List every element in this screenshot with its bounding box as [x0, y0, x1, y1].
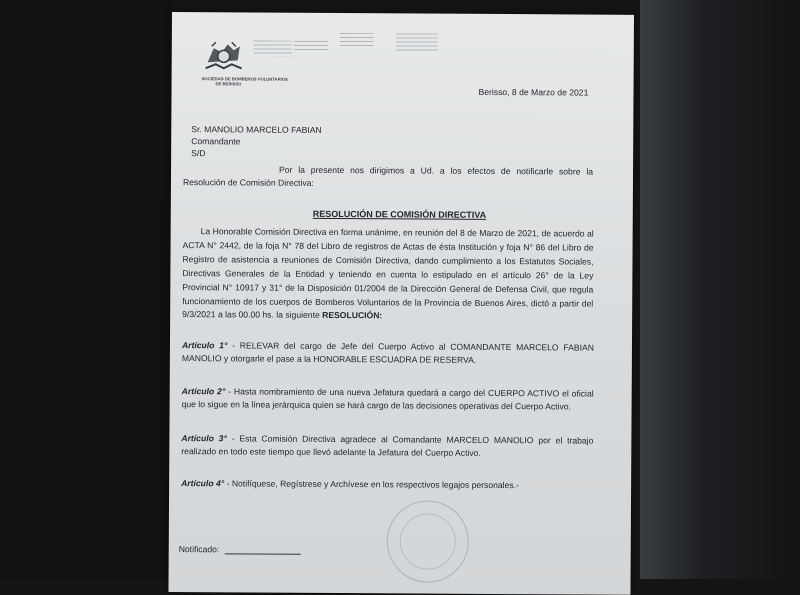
body-line-1: La Honorable Comisión Directiva en forma unánime, en reunión del 8 de Marzo de 2021, de acuerdo al [200, 226, 594, 239]
recipient-title: Comandante [191, 136, 241, 147]
body-line-3: Registro de asistencia a reuniones de Comisión Directiva, dando cumplimiento a los Estatutos Sociales, [182, 254, 594, 267]
article-4-label: Artículo 4° [181, 478, 225, 489]
notified-signature-line [225, 553, 301, 554]
body-line-2: ACTA N° 2442, de la foja N° 78 del Libro de registros de Actas de ésta Institución y foja N° 86 del Libro de [182, 240, 594, 253]
document-page [168, 12, 634, 595]
article-1-text-1: - RELEVAR del cargo de Jefe del Cuerpo Activo al COMANDANTE MARCELO FABIAN [227, 340, 594, 353]
article-4-line-1 [181, 478, 519, 491]
body-last-line [182, 309, 382, 321]
body-line-6: funcionamiento de los cuerpos de Bomberos Voluntarios de la Provincia de Buenos Aires, dictó a partir del [182, 296, 594, 309]
date-line: Berisso, 8 de Marzo de 2021 [478, 86, 589, 98]
notified-label: Notificado: [178, 544, 220, 555]
letterhead-contact-block-4 [396, 33, 438, 51]
letterhead-contact-block-2 [294, 41, 328, 53]
background-right [640, 0, 800, 579]
institution-seal-inner-ring [400, 513, 456, 569]
resolution-title: RESOLUCIÓN DE COMISIÓN DIRECTIVA [312, 208, 487, 220]
article-3-text-1: - Esta Comisión Directiva agradece al Comandante MARCELO MANOLIO por el trabajo [226, 433, 594, 446]
background-left [0, 0, 172, 579]
letterhead-org-name-1: SOCIEDAD DE BOMBEROS VOLUNTARIOS [201, 76, 288, 82]
article-3-label: Artículo 3° [181, 433, 227, 444]
recipient-sd: S/D [191, 148, 206, 159]
article-2-text-1: - Hasta nombramiento de una nueva Jefatura quedará a cargo del CUERPO ACTIVO el oficial [225, 386, 594, 399]
intro-line-1: Por la presente nos dirigimos a Ud. a los efectos de notificarle sobre la [279, 164, 594, 177]
fire-brigade-logo-icon [202, 38, 246, 74]
article-4-text-1: - Notifíquese, Regístrese y Archívese en los respectivos legajos personales.- [224, 478, 519, 491]
intro-line-2: Resolución de Comisión Directiva: [182, 177, 314, 188]
letterhead-contact-block-1 [254, 41, 292, 57]
article-2-line-2: que lo sigue en la línea jerárquica quien se hará cargo de las decisiones operativas del Cuerpo Activo. [181, 399, 571, 412]
recipient-name: Sr. MANOLIO MARCELO FABIAN [191, 124, 322, 135]
letterhead-contact-block-3 [340, 33, 374, 47]
article-1-line-2: MANOLIO y otorgarle el pase a la HONORABLE ESCUADRA DE RESERVA. [181, 353, 477, 365]
article-3-line-2: realizado en todo este tiempo que llevó adelante la Jefatura del Cuerpo Activo. [181, 446, 481, 458]
letterhead-org-name-2: DE BERISSO [215, 81, 242, 87]
body-line-5: Provincial N° 10917 y 31° de la Disposición 01/2004 de la Dirección General de Defensa Civil, que regula [182, 282, 594, 295]
article-2-label: Artículo 2° [181, 386, 226, 397]
institution-seal-stamp [387, 500, 469, 582]
body-last-text: 9/3/2021 a las 00.00 hs. la siguiente [182, 309, 320, 320]
body-line-4: Directivas Generales de la Entidad y teniendo en cuenta lo estipulado en el artículo 26° de la Ley [182, 268, 594, 281]
article-1-label: Artículo 1° [181, 340, 228, 351]
resolution-keyword: RESOLUCIÓN: [322, 309, 383, 321]
